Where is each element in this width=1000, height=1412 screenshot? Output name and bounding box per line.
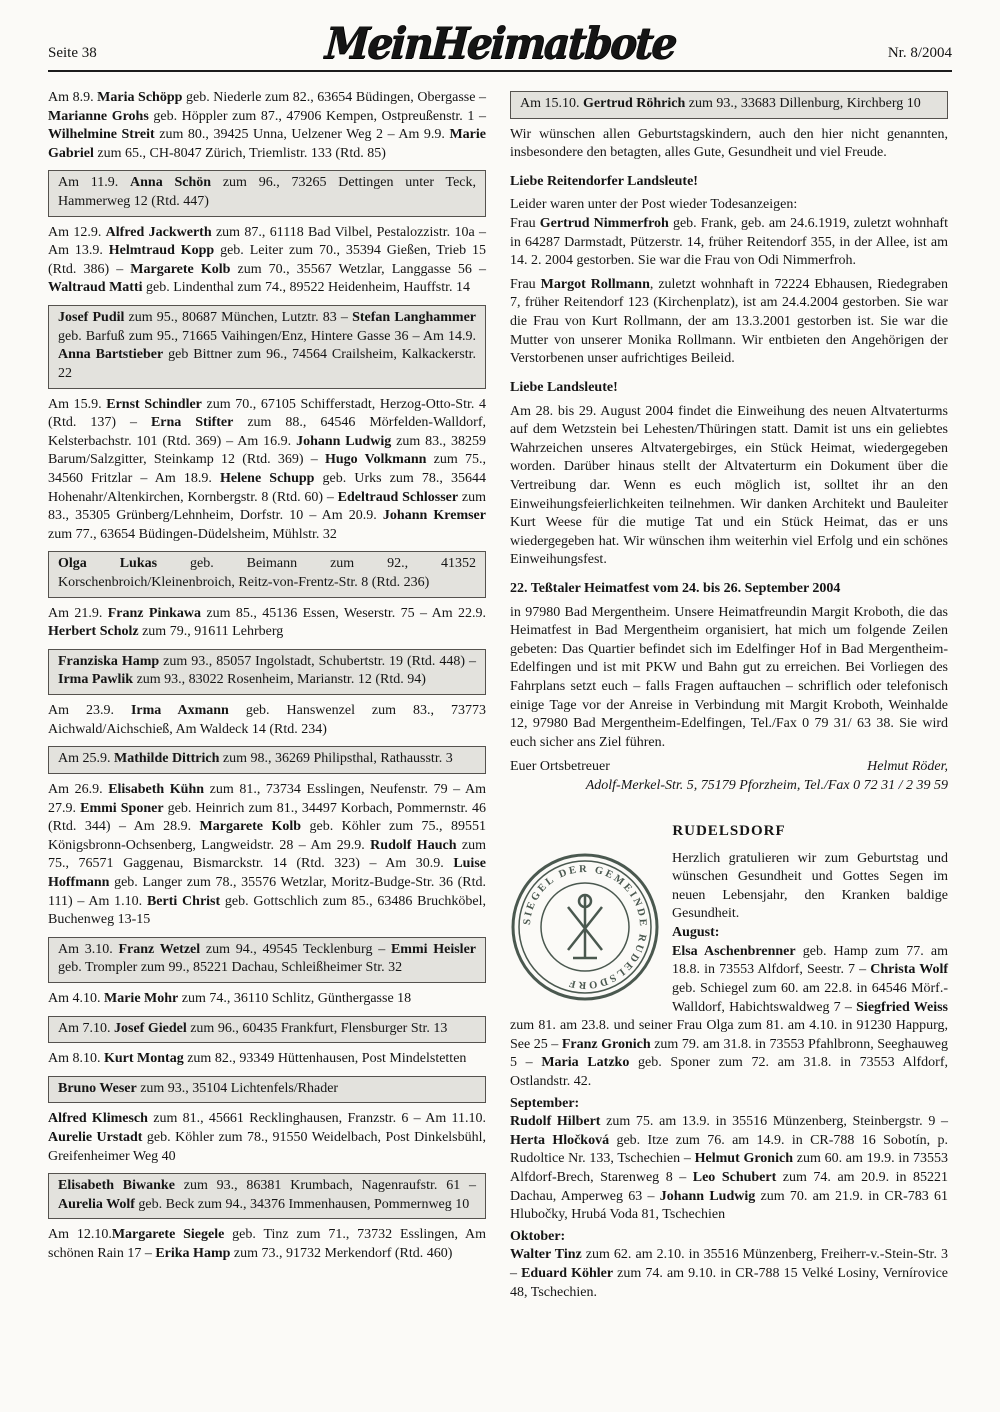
birthday-entry-boxed: Am 15.10. Gertrud Röhrich zum 93., 33683 Dillenburg, Kirchberg 10 (510, 91, 948, 119)
rudelsdorf-title: RUDELSDORF (672, 822, 786, 839)
rudelsdorf-september-paragraph: September: Rudolf Hilbert zum 75. am 13.9. in 35516 Münzenberg, Steinbergstr. 9 – Herta Hločková geb. Itze zum 76. am 14.9. in CR-788 16 Sobotín, p. Rudoltice Nr. 133, Tschechien – Helmut Gronich zum 60. am 19.9. in 73553 Alfdorf-Brech, Starenweg 8 – Leo Schubert zum 74. am 20.9. in 85221 Dachau, Amperweg 63 – Johann Ludwig zum 70. am 21.9. in CR-783 61 Hlubočky, Hrubá Voda 81, Tschechien (510, 1095, 948, 1223)
obituary-paragraph: Frau Margot Rollmann, zuletzt wohnhaft in 72224 Ebhausen, Riedegraben 7, früher Reitendorf 123 (Kirchenplatz), ist am 24.4.2004 gestorben. Sie war die Frau von Kurt Rollmann, der am 13.3.2001 gestorben ist. Sie war die Mutter von unserer Monika Rollmann. Wir entbieten den Angehörigen der Verstorbenen unser aufrichtiges Beileid. (510, 276, 949, 367)
page-number: Seite 38 (48, 45, 97, 61)
right-column (510, 84, 948, 1305)
signature-row (510, 758, 948, 777)
left-column (48, 84, 486, 1305)
birthday-entry: Am 4.10. Marie Mohr zum 74., 36110 Schlitz, Günthergasse 18 (48, 990, 412, 1006)
section-heading-reitendorf: Liebe Reitendorfer Landsleute! (510, 173, 698, 189)
masthead-logo: MeinHeimatbote (323, 18, 677, 69)
birthday-entry-boxed: Am 3.10. Franz Wetzel zum 94., 49545 Tecklenburg – Emmi Heisler geb. Trompler zum 99., 85221 Dachau, Schleißheimer Str. 32 (48, 937, 486, 983)
birthday-entry-boxed: Am 7.10. Josef Giedel zum 96., 60435 Frankfurt, Flensburger Str. 13 (48, 1016, 486, 1044)
birthday-entry-boxed: Franziska Hamp zum 93., 85057 Ingolstadt, Schubertstr. 19 (Rtd. 448) – Irma Pawlik zum 93., 83022 Rosenheim, Marianstr. 12 (Rtd. 94) (48, 649, 486, 695)
signature-name: Helmut Röder, (867, 758, 948, 774)
two-column-layout (48, 84, 952, 1305)
signature-role: Euer Ortsbetreuer (510, 758, 610, 774)
rudelsdorf-body (510, 850, 948, 1303)
birthday-entry: Alfred Klimesch zum 81., 45661 Recklinghausen, Franzstr. 6 – Am 11.10. Aurelie Urstadt geb. Köhler zum 78., 91550 Weidelbach, Post Dinkelsbühl, Greifenheimer Weg 40 (48, 1111, 487, 1164)
seal-crest-icon (568, 894, 602, 958)
birthday-entry: Am 12.10.Margarete Siegele geb. Tinz zum 71., 73732 Esslingen, Am schönen Rain 17 – Erika Hamp zum 73., 91732 Merkendorf (Rtd. 460) (48, 1227, 487, 1262)
birthday-entry: Am 8.10. Kurt Montag zum 82., 93349 Hüttenhausen, Post Mindelstetten (48, 1051, 467, 1067)
birthday-entry-boxed: Am 25.9. Mathilde Dittrich zum 98., 36269 Philipsthal, Rathausstr. 3 (48, 746, 486, 774)
issue-number: Nr. 8/2004 (887, 45, 952, 61)
birthday-entry-boxed: Josef Pudil zum 95., 80687 München, Lutztr. 83 – Stefan Langhammer geb. Barfuß zum 95., 71665 Vaihingen/Enz, Hintere Gasse 36 – Am 14.9. Anna Bartstieber geb Bittner zum 96., 74564 Crailsheim, Kalkackerstr. 22 (48, 305, 486, 388)
rudelsdorf-october-paragraph: Oktober: Walter Tinz zum 62. am 2.10. in 35516 Münzenberg, Freiherr-v.-Stein-Str. 3 – Eduard Köhler zum 74. am 9.10. in CR-788 15 Velké Losiny, Vernírovice 48, Tschechien. (510, 1228, 949, 1300)
greeting-paragraph: Wir wünschen allen Geburtstagskindern, auch den hier nicht genannten, insbesondere den betagten, alles Gute, Gesundheit und viel Freude. (510, 126, 948, 161)
birthday-entry: Am 15.9. Ernst Schindler zum 70., 67105 Schifferstadt, Herzog-Otto-Str. 4 (Rtd. 137) – Erna Stifter zum 88., 64546 Mörfelden-Walldorf, Kelsterbachstr. 101 (Rtd. 369) – Am 16.9. Johann Ludwig zum 83., 38259 Barum/Salzgitter, Steinkamp 12 (Rtd. 369) – Hugo Volkmann zum 75., 34560 Fritzlar – Am 18.9. Helene Schupp geb. Urks zum 78., 35644 Hohenahr/Altenkirchen, Kornbergstr. 8 (Rtd. 60) – Edeltraud Schlosser zum 83., 35305 Grünberg/Lehnheim, Dorfstr. 10 – Am 20.9. Johann Kremser zum 77., 63654 Büdingen-Düdelsheim, Mühlstr. 32 (48, 396, 487, 542)
birthday-entry: Am 12.9. Alfred Jackwerth zum 87., 61118 Bad Vilbel, Pestalozzistr. 10a – Am 13.9. Helmtraud Kopp geb. Leiter zum 70., 35394 Gießen, Trieb 15 (Rtd. 386) – Margarete Kolb zum 70., 35567 Wetzlar, Langgasse 56 – Waltraud Matti geb. Lindenthal zum 74., 89522 Heidenheim, Hauffstr. 14 (48, 224, 487, 296)
rudelsdorf-august-paragraph: Herzlich gratulieren wir zum Geburtstag und wünschen Gesundheit und Gottes Segen im neuen Lebensjahr, den Kranken baldige Gesundheit. August: Elsa Aschenbrenner geb. Hamp zum 77. am 18.8. in 73553 Alfdorf, Seestr. 7 – Christa Wolf geb. Schiegel zum 60. am 22.8. in 64546 Mörf.-Walldorf, Habichtswaldweg 7 – Siegfried Weiss zum 81. am 23.8. und seiner Frau Olga zum 81. am 4.10. in 91230 Happurg, See 25 – Franz Gronich zum 79. am 31.8. in 73553 Pfahlbronn, Seeghauweg 5 – Maria Latzko geb. Sponer zum 72. am 31.8. in 73553 Alfdorf, Ostlandstr. 42. (510, 850, 949, 1089)
birthday-entry: Am 21.9. Franz Pinkawa zum 85., 45136 Essen, Weserstr. 75 – Am 22.9. Herbert Scholz zum 79., 91611 Lehrberg (48, 605, 486, 640)
birthday-entry-boxed: Olga Lukas geb. Beimann zum 92., 41352 Korschenbroich/Kleinenbroich, Reitz-von-Frentz-Str. 8 (Rtd. 236) (48, 551, 486, 597)
birthday-entry-boxed: Elisabeth Biwanke zum 93., 86381 Krumbach, Nagenraufstr. 61 – Aurelia Wolf geb. Beck zum 94., 34376 Immenhausen, Pommernweg 10 (48, 1173, 486, 1219)
rudelsdorf-section (510, 822, 948, 1303)
section-heading-landsleute: Liebe Landsleute! (510, 379, 618, 395)
heimatfest-paragraph: in 97980 Bad Mergentheim. Unsere Heimatfreundin Margit Kroboth, die das Heimatfest in Bad Mergentheim organisiert, hat mich um folgende Zeilen gebeten: Das Quartier befindet sich im Edelfinger Hof in Bad Mergentheim-Edelfingen und ist mit PKW und Bahn gut zu erreichen. Bei Vorliegen des Fahrplans setzt euch – falls Fragen auftauchen – schriflich oder telefonisch einige Tage vor der Anreise in Verbindung mit Margit Kroboth, Weinhalde 12, 97980 Bad Mergentheim-Edelfingen, Tel./Fax 0 79 31/ 63 38. Sie wird euch sicher ans Ziel führen. (510, 604, 948, 750)
section-heading-heimatfest: 22. Teßtaler Heimatfest vom 24. bis 26. September 2004 (510, 581, 841, 597)
birthday-entry: Am 26.9. Elisabeth Kühn zum 81., 73734 Esslingen, Neufenstr. 79 – Am 27.9. Emmi Sponer geb. Heinrich zum 81., 34497 Korbach, Pommernstr. 46 (Rtd. 344) – Am 28.9. Margarete Kolb geb. Köhler zum 75., 89551 Königsbronn-Ochsenberg, Langweidstr. 28 – Am 29.9. Rudolf Hauch zum 75., 76571 Gaggenau, Bismarckstr. 14 (Rtd. 323) – Am 30.9. Luise Hoffmann geb. Langer zum 78., 35576 Wetzlar, Moritz-Budge-Str. 36 (Rtd. 111) – Am 1.10. Berti Christ geb. Gottschlich zum 85., 63486 Bruchköbel, Buchenweg 13-15 (48, 781, 487, 928)
altvaterturm-paragraph: Am 28. bis 29. August 2004 findet die Einweihung des neuen Altvaterturms auf dem Wetzstein bei Lehesten/Thüringen statt. Damit ist uns ein geliebtes Wahrzeichen unseres Altvatergebirges, ein Stück Heimat, wiedergegeben worden. Darüber hinaus stellt der Altvaterturm ein Dokument über die Vertreibung dar. Wenn es euch möglich ist, solltet ihr an den Einweihungsfeierlichkeiten teilnehmen. Wir danken Architekt und Bauleiter Kurt Weese für die mutige Tat und ein Stück Heimat, das er uns wiedergegeben hat. Wir wünschen ihm weiterhin viel Erfolg und ein schönes Einweihungsfest. (510, 403, 948, 568)
page-header (48, 18, 952, 72)
rudelsdorf-seal-icon (510, 852, 660, 1002)
seal-ring-text: SIEGEL DER GEMEINDE RUDELSDORF (521, 863, 649, 990)
birthday-entry-boxed: Am 11.9. Anna Schön zum 96., 73265 Dettingen unter Teck, Hammerweg 12 (Rtd. 447) (48, 170, 486, 216)
birthday-entry: Am 23.9. Irma Axmann geb. Hanswenzel zum 83., 73773 Aichwald/Aichschieß, Am Waldeck 14 (Rtd. 234) (48, 703, 487, 737)
birthday-entry: Am 8.9. Maria Schöpp geb. Niederle zum 82., 63654 Büdingen, Obergasse – Marianne Grohs geb. Höppler zum 87., 47906 Kempen, Ostpreußenstr. 1 – Wilhelmine Streit zum 80., 39425 Unna, Uelzener Weg 2 – Am 9.9. Marie Gabriel zum 65., CH-8047 Zürich, Triemlistr. 133 (Rtd. 85) (48, 90, 486, 161)
obituary-paragraph: Leider waren unter der Post wieder Todesanzeigen: Frau Gertrud Nimmerfroh geb. Frank, geb. am 24.6.1919, zuletzt wohnhaft in 64287 Darmstadt, Pützerstr. 14, früher Reitendorf 355, in der Allee, ist am 14. 2. 2004 gestorben. Sie war die Frau von Odi Nimmerfroh. (510, 197, 948, 269)
birthday-entry-boxed: Bruno Weser zum 93., 35104 Lichtenfels/Rhader (48, 1076, 486, 1104)
signature-address: Adolf-Merkel-Str. 5, 75179 Pforzheim, Tel./Fax 0 72 31 / 2 39 59 (585, 778, 948, 794)
